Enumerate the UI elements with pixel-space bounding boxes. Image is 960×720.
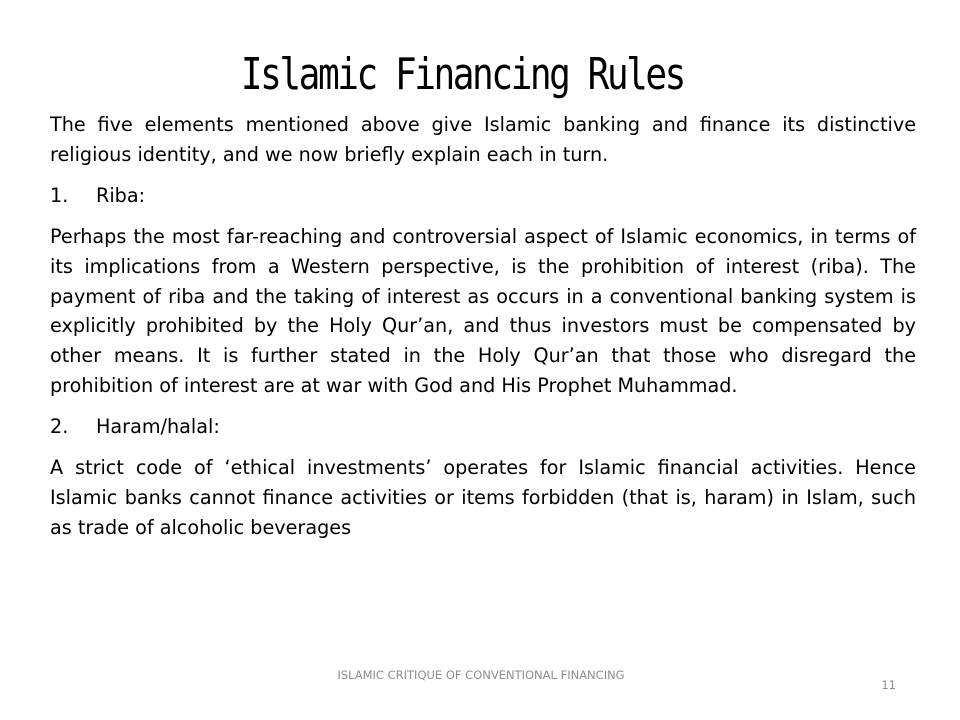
page-number: 11	[881, 678, 896, 692]
list-label: Riba:	[96, 183, 146, 207]
list-item-riba	[50, 181, 916, 211]
list-number: 1.	[50, 183, 69, 207]
list-label: Haram/halal:	[96, 415, 220, 439]
intro-paragraph: The five elements mentioned above give Islamic banking and finance its distinctive religious identity, and we now briefly explain each in turn.	[50, 113, 916, 166]
slide-body	[50, 110, 916, 554]
list-item-haram-halal	[50, 412, 916, 442]
haram-halal-paragraph: A strict code of ‘ethical investments’ operates for Islamic financial activities. Hence Islamic banks cannot finance activities or items forbidden (that is, haram) in Islam, such as trade of alcoholic beverages	[50, 456, 916, 539]
list-number: 2.	[50, 415, 69, 439]
riba-paragraph: Perhaps the most far-reaching and controversial aspect of Islamic economics, in terms of its implications from a Western perspective, is the prohibition of interest (riba). The payment of riba and the taking of interest as occurs in a conventional banking system is explicitly prohibited by the Holy Qur’an, and thus investors must be compensated by other means. It is further stated in the Holy Qur’an that those who disregard the prohibition of interest are at war with God and His Prophet Muhammad.	[50, 224, 916, 398]
slide-title: Islamic Financing Rules	[240, 49, 684, 100]
slide-footer: ISLAMIC CRITIQUE OF CONVENTIONAL FINANCING	[337, 668, 625, 682]
